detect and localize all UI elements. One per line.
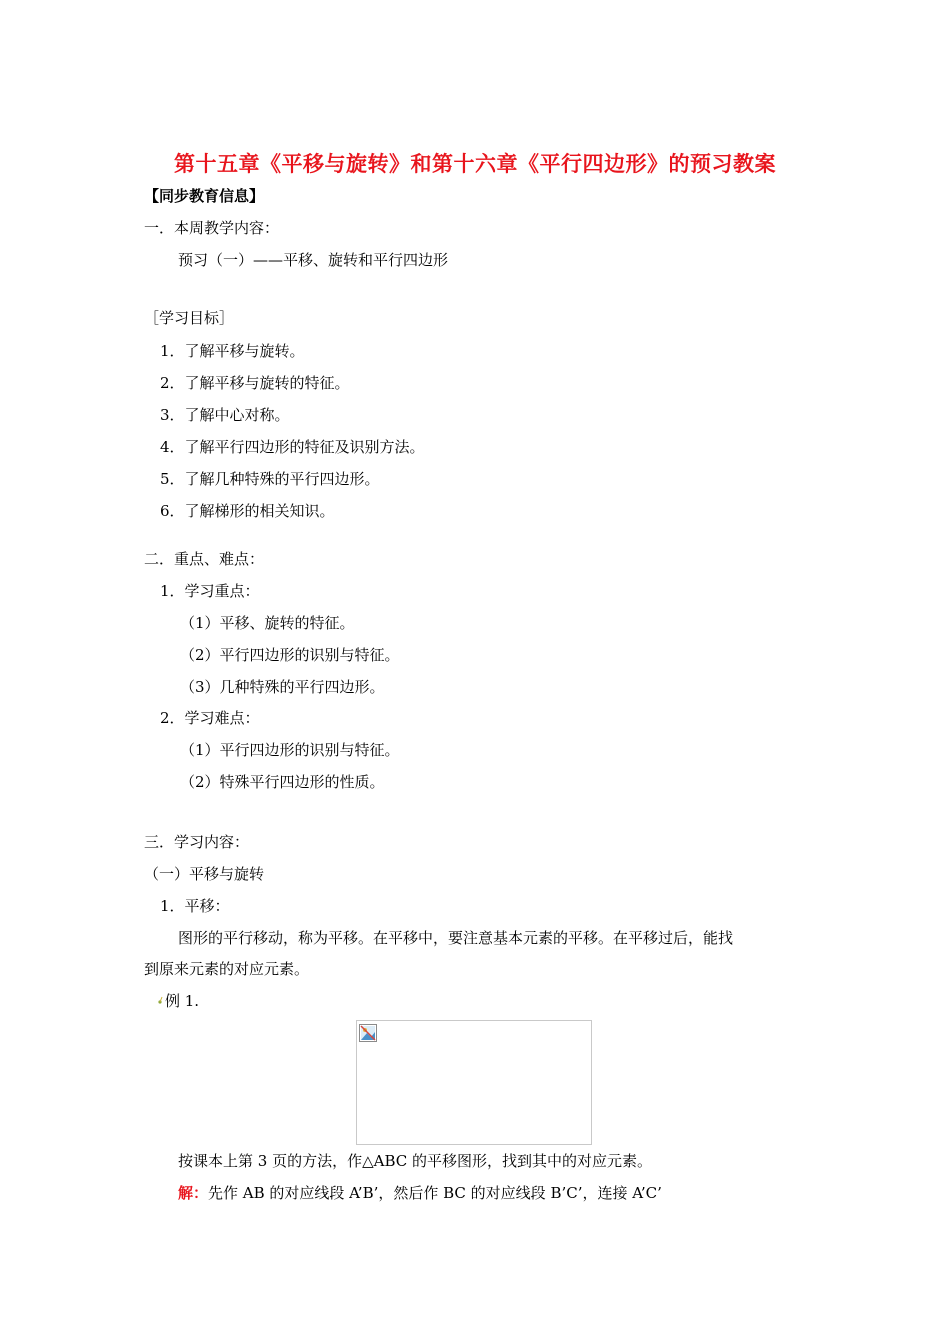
solution-text: 先作 AB 的对应线段 A’B’，然后作 BC 的对应线段 B’C’，连接 A’C’ (208, 1184, 662, 1202)
part2-heading: 二．重点、难点： (144, 550, 265, 568)
part1-heading: 一．本周教学内容： (144, 219, 280, 237)
objectives-heading: ［学习目标］ (144, 309, 235, 327)
part3-subheading: （一）平移与旋转 (144, 865, 265, 883)
figure-placeholder (356, 1020, 592, 1145)
solution-label: 解： (178, 1184, 209, 1202)
translation-paragraph-line2: 到原来元素的对应元素。 (144, 960, 310, 978)
objective-item: 2．了解平移与旋转的特征。 (160, 374, 350, 392)
objective-item: 4．了解平行四边形的特征及识别方法。 (160, 438, 425, 456)
part1-content: 预习（一）——平移、旋转和平行四边形 (178, 251, 449, 269)
section-header: 【同步教育信息】 (144, 187, 265, 205)
broken-image-icon (359, 1024, 377, 1042)
key-points-heading: 1．学习重点： (160, 582, 260, 600)
key-point-item: （3）几种特殊的平行四边形。 (180, 678, 385, 696)
part3-heading: 三．学习内容： (144, 833, 250, 851)
anchor-mark-icon (157, 995, 165, 1005)
translation-paragraph-line1: 图形的平行移动，称为平移。在平移中，要注意基本元素的平移。在平移过后，能找 (178, 929, 734, 947)
objective-item: 5．了解几种特殊的平行四边形。 (160, 470, 380, 488)
objective-item: 6．了解梯形的相关知识。 (160, 502, 335, 520)
key-point-item: （1）平移、旋转的特征。 (180, 614, 355, 632)
solution-line (178, 1183, 662, 1203)
difficult-point-item: （1）平行四边形的识别与特征。 (180, 741, 400, 759)
translation-heading: 1．平移： (160, 897, 230, 915)
difficult-points-heading: 2．学习难点： (160, 709, 260, 727)
difficult-point-item: （2）特殊平行四边形的性质。 (180, 773, 385, 791)
example-label: 例 1. (165, 992, 200, 1010)
objective-item: 1．了解平移与旋转。 (160, 342, 305, 360)
example-prompt: 按课本上第 3 页的方法，作△ABC 的平移图形，找到其中的对应元素。 (178, 1152, 652, 1170)
page-title: 第十五章《平移与旋转》和第十六章《平行四边形》的预习教案 (174, 152, 776, 176)
objective-item: 3．了解中心对称。 (160, 406, 290, 424)
key-point-item: （2）平行四边形的识别与特征。 (180, 646, 400, 664)
